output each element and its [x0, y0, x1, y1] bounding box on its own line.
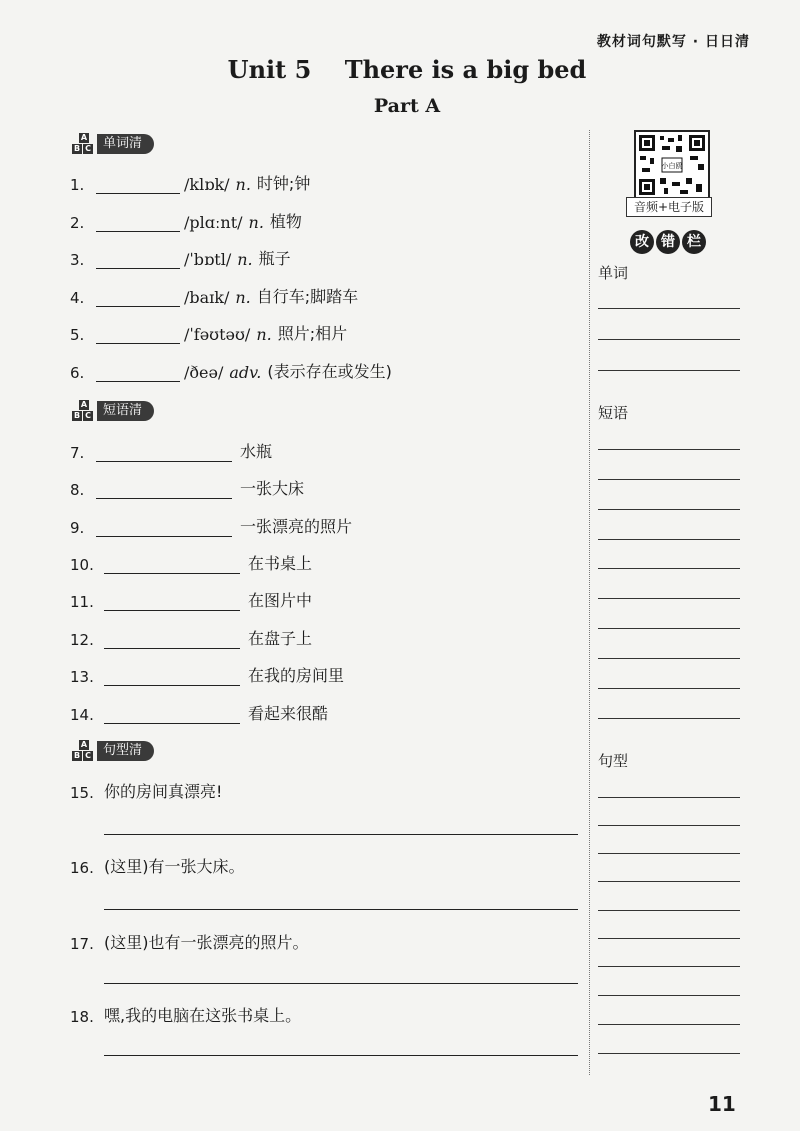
sidebar-line[interactable]	[598, 881, 740, 882]
sidebar-line[interactable]	[598, 995, 740, 996]
sidebar-phrases-label: 短语	[598, 404, 629, 422]
phrase-item: 14. 看起来很酷	[70, 704, 329, 724]
sidebar-line[interactable]	[598, 910, 740, 911]
section-label: 单词清	[97, 134, 154, 154]
answer-blank[interactable]	[104, 703, 240, 724]
sentence-answer-line[interactable]	[104, 983, 578, 984]
answer-blank[interactable]	[96, 516, 232, 537]
sentence-item: 15. 你的房间真漂亮!	[70, 776, 222, 802]
sentence-item: 16. (这里)有一张大床。	[70, 851, 245, 877]
sidebar-divider	[589, 130, 590, 1075]
sidebar-line[interactable]	[598, 568, 740, 569]
answer-blank[interactable]	[96, 478, 232, 499]
abc-icon: A B C	[72, 133, 96, 155]
sidebar-line[interactable]	[598, 370, 740, 371]
word-item: 3. /ˈbɒtl/ n. 瓶子	[70, 249, 291, 269]
qr-center-text: 小白鸥	[661, 162, 683, 170]
page-number: 11	[708, 1092, 736, 1116]
answer-blank[interactable]	[96, 286, 180, 307]
sidebar-line[interactable]	[598, 658, 740, 659]
sentence-prompt: 你的房间真漂亮!	[104, 782, 223, 801]
sentence-answer-line[interactable]	[104, 834, 578, 835]
sidebar-words-label: 单词	[598, 264, 629, 282]
phrase-item: 10. 在书桌上	[70, 554, 313, 574]
sidebar-line[interactable]	[598, 825, 740, 826]
page-title: Unit 5 There is a big bed	[227, 55, 587, 84]
error-correction-title: 改 错 栏	[630, 230, 706, 254]
phrase-item: 12. 在盘子上	[70, 629, 313, 649]
header-tag: 教材词句默写 · 日日清	[596, 34, 750, 50]
answer-blank[interactable]	[96, 211, 180, 232]
answer-blank[interactable]	[104, 628, 240, 649]
sentence-prompt: (这里)也有一张漂亮的照片。	[104, 933, 309, 952]
sidebar-line[interactable]	[598, 509, 740, 510]
phrase-item: 7. 水瓶	[70, 442, 273, 462]
answer-blank[interactable]	[96, 173, 180, 194]
sidebar-line[interactable]	[598, 1024, 740, 1025]
section-label: 句型清	[97, 741, 154, 761]
answer-blank[interactable]	[96, 323, 180, 344]
sidebar-line[interactable]	[598, 628, 740, 629]
answer-blank[interactable]	[96, 248, 180, 269]
sidebar-line[interactable]	[598, 598, 740, 599]
answer-blank[interactable]	[104, 553, 240, 574]
phrase-item: 8. 一张大床	[70, 479, 305, 499]
word-item: 4. /baɪk/ n. 自行车;脚踏车	[70, 287, 359, 307]
part-title: Part A	[373, 95, 441, 117]
sidebar-line[interactable]	[598, 797, 740, 798]
word-item: 1. /klɒk/ n. 时钟;钟	[70, 174, 311, 194]
sidebar-line[interactable]	[598, 718, 740, 719]
answer-blank[interactable]	[104, 590, 240, 611]
abc-icon: A B C	[72, 400, 96, 422]
section-badge-phrases	[72, 400, 154, 422]
sentence-answer-line[interactable]	[104, 1055, 578, 1056]
word-item: 2. /plɑːnt/ n. 植物	[70, 212, 302, 232]
sidebar-line[interactable]	[598, 339, 740, 340]
section-badge-sentences	[72, 740, 154, 762]
sentence-item: 17. (这里)也有一张漂亮的照片。	[70, 927, 309, 953]
section-badge-words	[72, 133, 154, 155]
sidebar-line[interactable]	[598, 853, 740, 854]
sidebar-sentences-label: 句型	[598, 752, 629, 770]
answer-blank[interactable]	[96, 441, 232, 462]
section-label: 短语清	[97, 401, 154, 421]
answer-blank[interactable]	[104, 665, 240, 686]
sentence-prompt: (这里)有一张大床。	[104, 857, 245, 876]
phrase-item: 11. 在图片中	[70, 591, 313, 611]
sidebar-line[interactable]	[598, 308, 740, 309]
sidebar-line[interactable]	[598, 688, 740, 689]
qr-code-icon[interactable]	[634, 130, 710, 200]
sidebar-line[interactable]	[598, 966, 740, 967]
word-item: 6. /ðeə/ adv. (表示存在或发生)	[70, 362, 392, 382]
sentence-answer-line[interactable]	[104, 909, 578, 910]
phrase-item: 13. 在我的房间里	[70, 666, 345, 686]
abc-icon: A B C	[72, 740, 96, 762]
sidebar-line[interactable]	[598, 938, 740, 939]
sentence-prompt: 嘿,我的电脑在这张书桌上。	[104, 1006, 302, 1025]
word-item: 5. /ˈfəʊtəʊ/ n. 照片;相片	[70, 324, 348, 344]
qr-label: 音频+电子版	[626, 197, 712, 217]
sidebar-line[interactable]	[598, 449, 740, 450]
answer-blank[interactable]	[96, 361, 180, 382]
sidebar-line[interactable]	[598, 539, 740, 540]
sidebar-line[interactable]	[598, 1053, 740, 1054]
sentence-item: 18. 嘿,我的电脑在这张书桌上。	[70, 1000, 301, 1026]
sidebar-line[interactable]	[598, 479, 740, 480]
phrase-item: 9. 一张漂亮的照片	[70, 517, 353, 537]
